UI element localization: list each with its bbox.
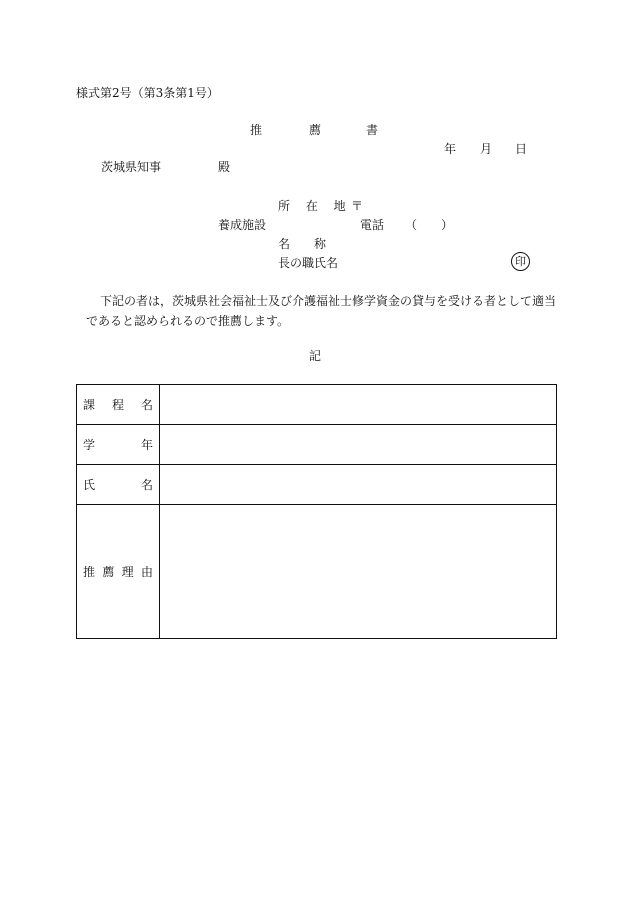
grade-label-char: 学 — [83, 438, 96, 452]
reason-label-char: 薦 — [102, 565, 115, 579]
title-char-1: 推 — [250, 123, 263, 137]
name-value — [160, 465, 557, 505]
table-row — [77, 385, 557, 425]
title-char-3: 書 — [366, 123, 379, 137]
facility-head-label: 長の職氏名 — [278, 256, 339, 270]
date-year: 年 — [444, 142, 457, 156]
course-label — [77, 385, 160, 425]
phone-label: 電話 — [360, 218, 385, 232]
reason-label-char: 推 — [83, 565, 96, 579]
course-value — [160, 385, 557, 425]
postal-mark: 〒 — [351, 199, 364, 213]
course-label-char: 名 — [140, 398, 153, 412]
reason-label-char: 理 — [121, 565, 134, 579]
ki-heading: 記 — [309, 349, 322, 363]
reason-label — [77, 505, 160, 639]
table-row — [77, 425, 557, 465]
grade-value — [160, 425, 557, 465]
form-number: 様式第2号（第3条第1号） — [76, 86, 219, 100]
seal-mark: 印 — [511, 252, 530, 271]
grade-label-char: 年 — [140, 438, 153, 452]
reason-value — [160, 505, 557, 639]
date-month: 月 — [480, 142, 493, 156]
name-label — [77, 465, 160, 505]
body-line-2: であると認められるので推薦します。 — [86, 314, 290, 328]
course-label-char: 程 — [111, 398, 124, 412]
name-label-char: 名 — [140, 478, 153, 492]
grade-label — [77, 425, 160, 465]
date-day: 日 — [515, 142, 528, 156]
address-label: 所 在 地 — [278, 199, 352, 213]
addressee-honorific: 殿 — [218, 160, 231, 174]
course-label-char: 課 — [83, 398, 96, 412]
name-label-char: 氏 — [83, 478, 96, 492]
reason-label-char: 由 — [140, 565, 153, 579]
facility-group-label: 養成施設 — [218, 218, 267, 232]
table-row — [77, 465, 557, 505]
table-row — [77, 505, 557, 639]
recommendation-table — [76, 384, 557, 639]
title-char-2: 薦 — [309, 123, 322, 137]
body-line-1: 下記の者は，茨城県社会福祉士及び介護福祉士修学資金の貸与を受ける者として適当 — [100, 294, 557, 308]
facility-name-label: 名 称 — [278, 237, 327, 251]
addressee-name: 茨城県知事 — [101, 160, 162, 174]
phone-parens: （ ） — [405, 218, 454, 232]
